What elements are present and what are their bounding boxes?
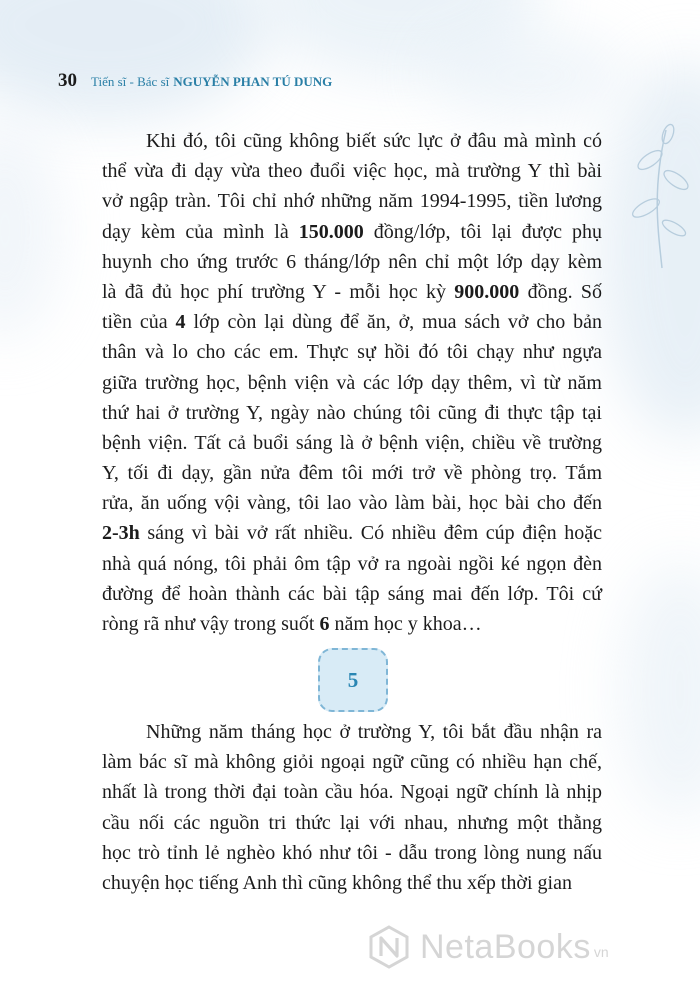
text-line	[102, 808, 602, 838]
section-number: 5	[347, 667, 359, 692]
text-segment: đường để hoàn thành các bài tập sáng mai đến lớp. Tôi cứ	[102, 582, 602, 605]
netabooks-logo-icon	[366, 924, 412, 970]
text-segment: giữa trường học, bệnh viện và các lớp dạy thêm, vì từ năm	[102, 371, 602, 394]
watercolor-wash	[430, 30, 630, 120]
bold-figure: 900.000	[454, 280, 520, 303]
text-segment: năm học y khoa…	[329, 613, 482, 635]
text-line	[102, 549, 602, 579]
text-line	[102, 518, 602, 548]
text-segment: vở ngập tràn. Tôi chỉ nhớ những năm 1994-1995, tiền lương	[102, 190, 602, 213]
text-line	[102, 398, 602, 428]
text-segment: nhất là trong thời đại toàn cầu hóa. Ngoại ngữ chính là nhịp	[102, 781, 602, 804]
author-name: NGUYỄN PHAN TÚ DUNG	[173, 74, 333, 89]
text-segment: chuyện học tiếng Anh thì cũng không thể thu xếp thời gian	[102, 871, 572, 894]
text-line	[102, 217, 602, 247]
text-line	[102, 458, 602, 488]
section-number-badge	[318, 648, 388, 712]
text-segment: làm bác sĩ mà không giỏi ngoại ngữ cũng có nhiều hạn chế,	[102, 751, 602, 774]
text-line	[102, 609, 602, 639]
text-segment: lớp còn lại dùng để ăn, ở, mua sách vở cho bản	[185, 311, 602, 334]
text-line	[102, 277, 602, 307]
text-segment: tiền của	[102, 311, 176, 334]
text-segment: bệnh viện. Tất cả buổi sáng là ở bệnh viện, chiều về trường	[102, 431, 602, 454]
bold-figure: 6	[319, 613, 330, 635]
text-segment: thể vừa đi dạy vừa theo đuổi việc học, mà trường Y thì bài	[102, 160, 602, 183]
text-segment: cầu nối các nguồn tri thức lại với nhau, nhưng một thằng	[102, 811, 602, 834]
text-segment: dạy kèm của mình là	[102, 220, 299, 243]
watercolor-wash	[0, 120, 60, 340]
netabooks-watermark	[366, 922, 684, 972]
text-segment: thứ hai ở trường Y, ngày nào chúng tôi cũng đi thực tập tại	[102, 401, 602, 424]
text-line	[102, 579, 602, 609]
text-line	[102, 488, 602, 518]
watercolor-wash	[620, 560, 700, 820]
text-line	[102, 186, 602, 216]
text-segment: đồng. Số	[519, 280, 602, 303]
page-header	[58, 70, 332, 92]
author-prefix: Tiến sĩ - Bác sĩ	[91, 74, 170, 89]
text-line	[102, 428, 602, 458]
text-segment: Khi đó, tôi cũng không biết sức lực ở đâu mà mình có	[146, 130, 602, 152]
text-line	[102, 868, 602, 898]
text-line	[102, 777, 602, 807]
leaf-branch-icon	[622, 120, 692, 270]
watermark-brand: NetaBooks	[420, 927, 591, 966]
text-segment: học trò tỉnh lẻ nghèo khó như tôi - dẫu trong lòng nung nấu	[102, 841, 602, 864]
text-line	[102, 337, 602, 367]
text-segment: sáng vì bài vở rất nhiều. Có nhiều đêm cúp điện hoặc	[139, 522, 602, 545]
paragraph-2	[102, 717, 602, 898]
bold-figure: 150.000	[298, 220, 364, 243]
text-line	[102, 747, 602, 777]
text-line	[102, 717, 602, 747]
text-segment: nhà quá nóng, tôi phải ôm tập vở ra ngoài ngồi ké ngọn đèn	[102, 552, 602, 575]
text-segment: ròng rã như vậy trong suốt	[102, 613, 320, 635]
text-segment: Y, tối đi dạy, gần nửa đêm tôi mới trở về phòng trọ. Tắm	[102, 462, 602, 485]
page-number: 30	[58, 70, 77, 91]
text-line	[102, 307, 602, 337]
paragraph-1	[102, 126, 602, 639]
text-line	[102, 247, 602, 277]
text-segment: rửa, ăn uống vội vàng, tôi lao vào làm bài, học bài cho đến	[102, 492, 602, 515]
text-segment: huynh cho ứng trước 6 tháng/lớp nên chỉ một lớp dạy kèm	[102, 250, 602, 273]
bold-figure: 4	[175, 311, 186, 334]
text-segment: đồng/lớp, tôi lại được phụ	[363, 220, 602, 243]
watercolor-wash	[0, 0, 270, 120]
bold-figure: 2-3h	[102, 522, 140, 545]
text-line	[102, 126, 602, 156]
text-segment: thân và lo cho các em. Thực sự hồi đó tôi chạy như ngựa	[102, 341, 602, 364]
text-segment: Những năm tháng học ở trường Y, tôi bắt đầu nhận ra	[146, 721, 602, 743]
text-line	[102, 156, 602, 186]
text-segment: là đã đủ học phí trường Y - mỗi học kỳ	[102, 280, 455, 303]
text-line	[102, 838, 602, 868]
watermark-suffix: vn	[593, 944, 609, 960]
text-line	[102, 368, 602, 398]
